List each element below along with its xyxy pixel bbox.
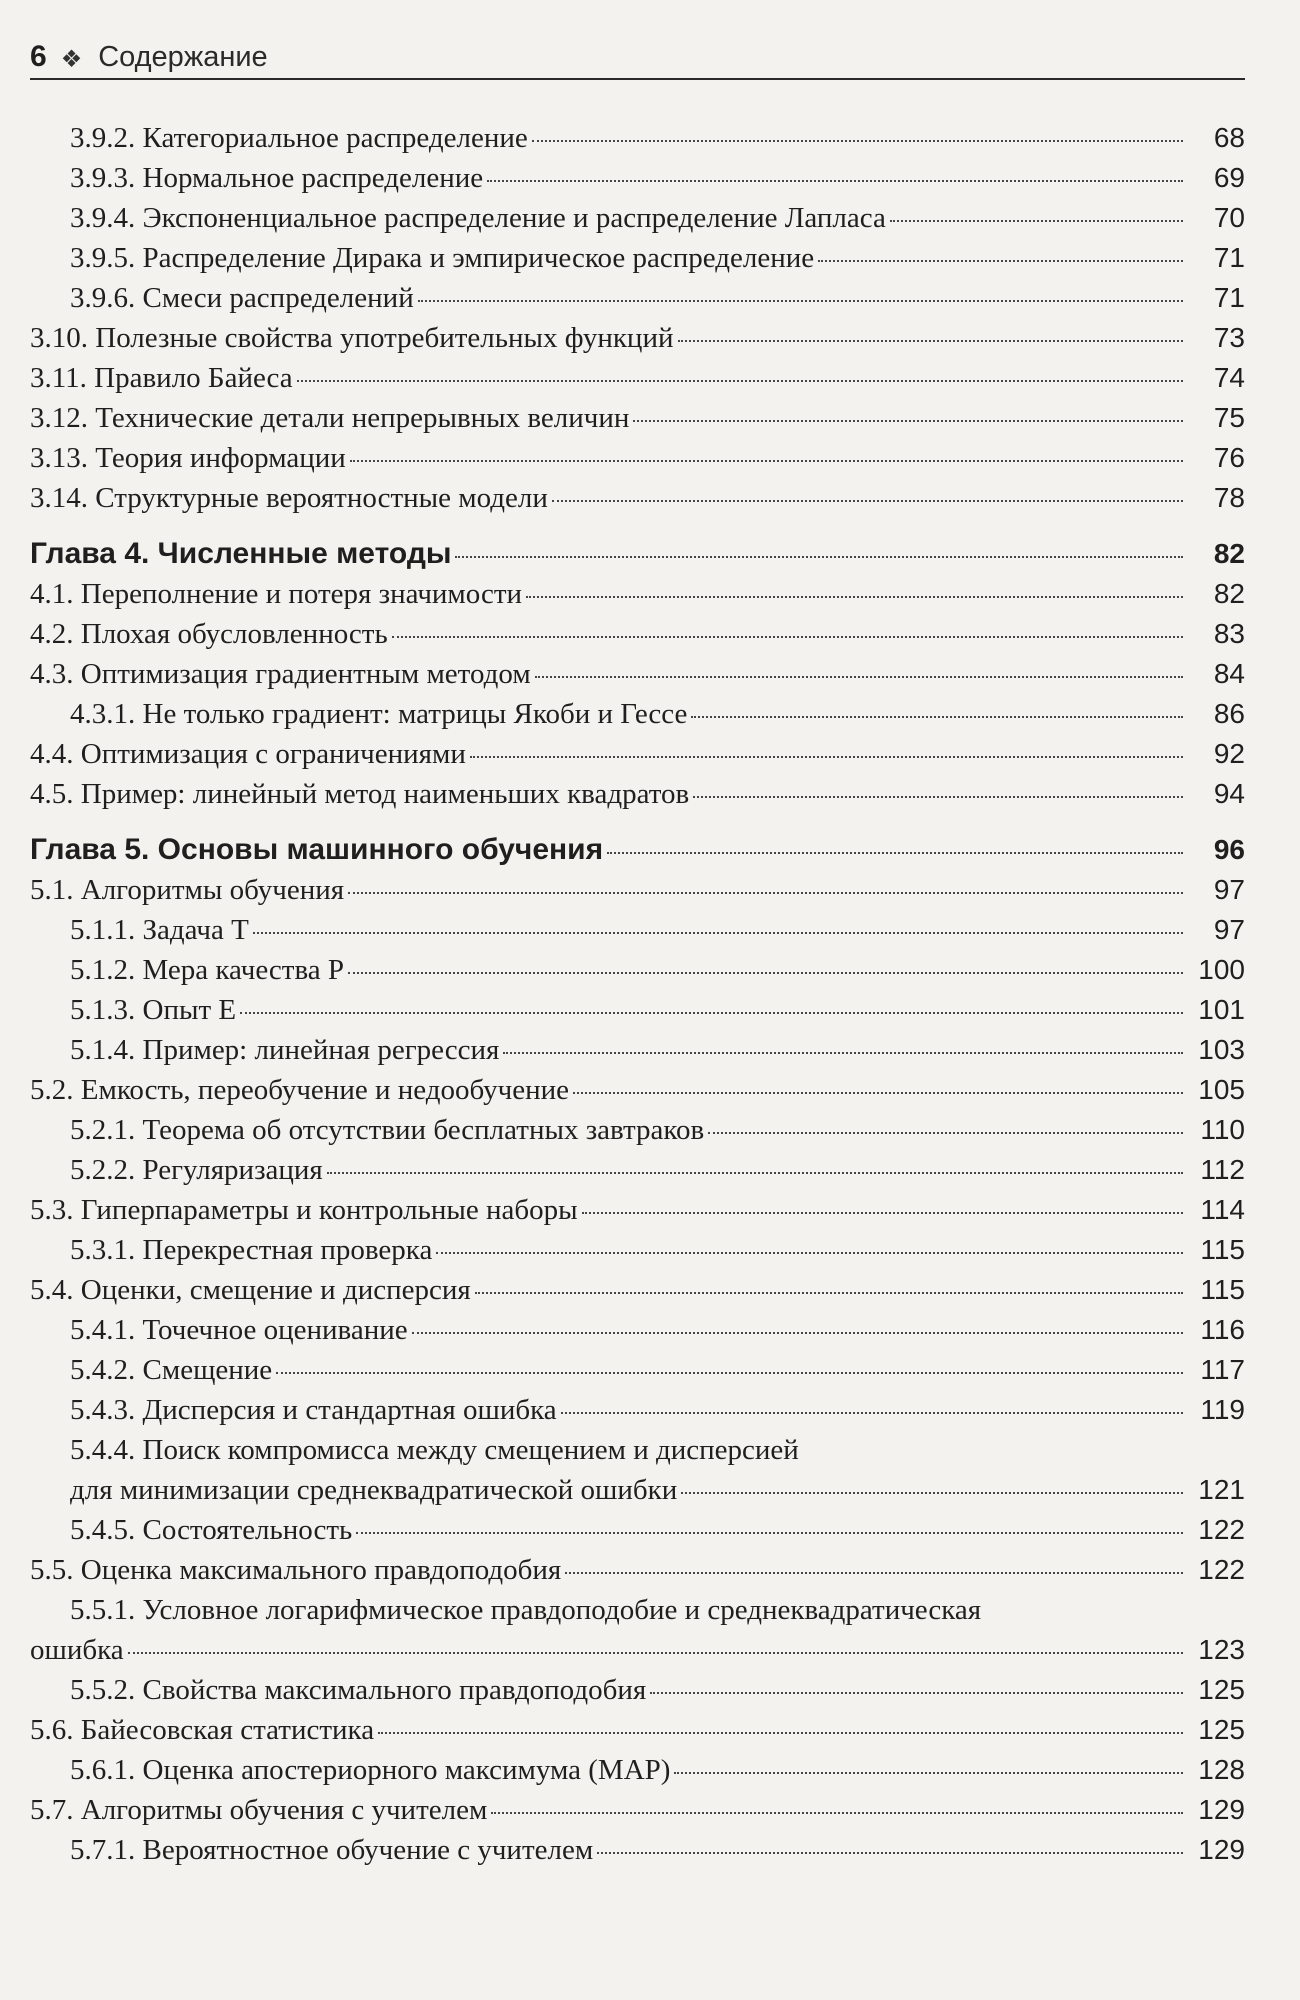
table-of-contents	[30, 118, 1245, 1870]
toc-page-number: 96	[1213, 834, 1245, 865]
toc-chapter	[30, 830, 1245, 870]
toc-entry	[30, 1550, 1245, 1590]
toc-entry	[30, 278, 1245, 318]
dot-leader	[633, 420, 1183, 422]
toc-entry	[30, 438, 1245, 478]
toc-page-number: 69	[1213, 162, 1245, 193]
toc-page-number: 115	[1200, 1234, 1245, 1265]
toc-page-number: 129	[1198, 1794, 1245, 1825]
toc-page-number: 73	[1213, 322, 1245, 353]
toc-entry-title: ошибка	[30, 1634, 124, 1666]
toc-entry	[30, 614, 1245, 654]
toc-entry-title: 5.6.1. Оценка апостериорного максимума (MAP)	[70, 1754, 671, 1786]
dot-leader	[693, 796, 1183, 798]
toc-entry	[30, 1790, 1245, 1830]
toc-entry-title: 5.7. Алгоритмы обучения с учителем	[30, 1794, 488, 1826]
toc-chapter	[30, 534, 1245, 574]
dot-leader	[607, 852, 1183, 854]
toc-entry	[30, 1230, 1245, 1270]
toc-page-number: 86	[1213, 698, 1245, 729]
toc-page-number: 103	[1198, 1034, 1245, 1065]
dot-leader	[455, 556, 1183, 558]
toc-entry	[30, 1070, 1245, 1110]
toc-entry-title: 3.12. Технические детали непрерывных величин	[30, 402, 630, 434]
dot-leader	[573, 1092, 1183, 1094]
dot-leader	[240, 1012, 1183, 1014]
dot-leader	[503, 1052, 1183, 1054]
toc-page-number: 76	[1213, 442, 1245, 473]
toc-entry-title: 3.11. Правило Байеса	[30, 362, 293, 394]
toc-page-number: 125	[1198, 1714, 1245, 1745]
toc-entry-title: 3.9.6. Смеси распределений	[70, 282, 414, 314]
toc-page-number: 116	[1200, 1314, 1245, 1345]
dot-leader	[582, 1212, 1183, 1214]
dot-leader	[348, 972, 1183, 974]
dot-leader	[356, 1532, 1183, 1534]
toc-entry	[30, 990, 1245, 1030]
toc-page-number: 115	[1200, 1274, 1245, 1305]
toc-entry	[30, 1110, 1245, 1150]
toc-page-number: 114	[1200, 1194, 1245, 1225]
dot-leader	[378, 1732, 1183, 1734]
toc-entry	[30, 238, 1245, 278]
dot-leader	[297, 380, 1183, 382]
toc-page-number: 82	[1213, 578, 1245, 609]
toc-entry-title: 4.5. Пример: линейный метод наименьших квадратов	[30, 778, 690, 810]
toc-entry	[30, 198, 1245, 238]
toc-entry	[30, 118, 1245, 158]
dot-leader	[535, 676, 1183, 678]
toc-page-number: 82	[1213, 538, 1245, 569]
toc-entry-title: 5.1.2. Мера качества P	[70, 954, 345, 986]
toc-entry-title: 5.2. Емкость, переобучение и недообучение	[30, 1074, 570, 1106]
toc-page-number: 123	[1198, 1634, 1245, 1665]
dot-leader	[552, 500, 1183, 502]
toc-entry-title: 5.1.4. Пример: линейная регрессия	[70, 1034, 500, 1066]
toc-page-number: 83	[1213, 618, 1245, 649]
toc-entry-title: 4.3.1. Не только градиент: матрицы Якоби и Гессе	[70, 698, 688, 730]
toc-entry-title: 5.2.2. Регуляризация	[70, 1154, 323, 1186]
dot-leader	[412, 1332, 1183, 1334]
toc-entry-title: 4.2. Плохая обусловленность	[30, 618, 388, 650]
dot-leader	[487, 180, 1183, 182]
toc-entry-title: 3.13. Теория информации	[30, 442, 346, 474]
toc-entry-title: 5.4.3. Дисперсия и стандартная ошибка	[70, 1394, 557, 1426]
diamond-bullet-icon: ❖	[60, 46, 83, 73]
toc-page-number: 105	[1198, 1074, 1245, 1105]
toc-entry-title: 5.7.1. Вероятностное обучение с учителем	[70, 1834, 594, 1866]
toc-entry-title: 5.4.5. Состоятельность	[70, 1514, 353, 1546]
toc-entry-title: 3.10. Полезные свойства употребительных функций	[30, 322, 674, 354]
dot-leader	[128, 1652, 1183, 1654]
toc-page-number: 92	[1213, 738, 1245, 769]
toc-entry-title: 3.14. Структурные вероятностные модели	[30, 482, 548, 514]
toc-entry-title: 5.1.1. Задача T	[70, 914, 249, 946]
toc-entry	[30, 1830, 1245, 1870]
toc-entry	[30, 654, 1245, 694]
toc-page-number: 74	[1213, 362, 1245, 393]
toc-entry-title-line: 5.5.1. Условное логарифмическое правдоподобие и среднеквадратическая	[70, 1594, 982, 1626]
toc-entry	[30, 1670, 1245, 1710]
toc-entry-title: 5.3. Гиперпараметры и контрольные наборы	[30, 1194, 578, 1226]
toc-entry-title: 3.9.3. Нормальное распределение	[70, 162, 484, 194]
dot-leader	[532, 140, 1183, 142]
toc-entry	[30, 950, 1245, 990]
toc-page-number: 97	[1213, 874, 1245, 905]
toc-entry-title: 5.1. Алгоритмы обучения	[30, 874, 345, 906]
toc-entry-title: Глава 4. Численные методы	[30, 537, 452, 570]
toc-page-number: 100	[1198, 954, 1245, 985]
toc-entry	[30, 1030, 1245, 1070]
toc-page-number: 119	[1200, 1394, 1245, 1425]
toc-entry	[30, 1750, 1245, 1790]
toc-entry	[30, 1150, 1245, 1190]
toc-entry	[30, 870, 1245, 910]
toc-entry-title: 5.2.1. Теорема об отсутствии бесплатных завтраков	[70, 1114, 705, 1146]
toc-page-number: 129	[1198, 1834, 1245, 1865]
page-number: 6	[30, 40, 47, 73]
toc-entry	[30, 1630, 1245, 1670]
dot-leader	[708, 1132, 1183, 1134]
toc-page-number: 117	[1200, 1354, 1245, 1385]
toc-entry	[30, 478, 1245, 518]
dot-leader	[436, 1252, 1183, 1254]
dot-leader	[475, 1292, 1183, 1294]
toc-entry	[30, 574, 1245, 614]
toc-entry-title: 5.5.2. Свойства максимального правдоподобия	[70, 1674, 647, 1706]
toc-page-number: 121	[1198, 1474, 1245, 1505]
dot-leader	[350, 460, 1183, 462]
dot-leader	[470, 756, 1183, 758]
dot-leader	[691, 716, 1183, 718]
dot-leader	[348, 892, 1183, 894]
toc-entry-title: 3.9.2. Категориальное распределение	[70, 122, 528, 154]
dot-leader	[818, 260, 1183, 262]
dot-leader	[678, 340, 1184, 342]
dot-leader	[890, 220, 1183, 222]
dot-leader	[418, 300, 1183, 302]
dot-leader	[526, 596, 1183, 598]
toc-page-number: 70	[1213, 202, 1245, 233]
dot-leader	[327, 1172, 1183, 1174]
page-header	[30, 36, 1245, 80]
toc-entry	[30, 1510, 1245, 1550]
dot-leader	[561, 1412, 1183, 1414]
toc-page-number: 125	[1198, 1674, 1245, 1705]
toc-page-number: 101	[1198, 994, 1245, 1025]
toc-entry	[30, 910, 1245, 950]
toc-page-number: 71	[1213, 242, 1245, 273]
toc-page-number: 78	[1213, 482, 1245, 513]
toc-entry-title: 5.3.1. Перекрестная проверка	[70, 1234, 433, 1266]
toc-entry-title: 5.4. Оценки, смещение и дисперсия	[30, 1274, 471, 1306]
toc-page-number: 112	[1200, 1154, 1245, 1185]
toc-entry	[30, 398, 1245, 438]
toc-entry	[30, 1350, 1245, 1390]
toc-page-number: 75	[1213, 402, 1245, 433]
toc-entry-title: 3.9.5. Распределение Дирака и эмпирическое распределение	[70, 242, 815, 274]
toc-entry	[30, 734, 1245, 774]
toc-entry	[30, 774, 1245, 814]
toc-entry-title: 5.1.3. Опыт E	[70, 994, 237, 1026]
toc-entry-title: 4.1. Переполнение и потеря значимости	[30, 578, 523, 610]
dot-leader	[253, 932, 1183, 934]
toc-entry-title: 5.4.2. Смещение	[70, 1354, 273, 1386]
toc-entry	[30, 1190, 1245, 1230]
toc-entry	[30, 694, 1245, 734]
toc-page-number: 68	[1213, 122, 1245, 153]
toc-entry	[30, 1710, 1245, 1750]
toc-entry-title: 4.4. Оптимизация с ограничениями	[30, 738, 466, 770]
toc-entry	[30, 1470, 1245, 1510]
toc-page-number: 71	[1213, 282, 1245, 313]
dot-leader	[491, 1812, 1183, 1814]
toc-entry-title: 5.6. Байесовская статистика	[30, 1714, 375, 1746]
toc-entry-title-line: 5.4.4. Поиск компромисса между смещением и дисперсией	[70, 1434, 799, 1466]
dot-leader	[565, 1572, 1183, 1574]
toc-entry	[30, 358, 1245, 398]
toc-page-number: 128	[1198, 1754, 1245, 1785]
toc-entry-title: для минимизации среднеквадратической ошибки	[70, 1474, 678, 1506]
toc-entry-title: 5.4.1. Точечное оценивание	[70, 1314, 408, 1346]
toc-entry	[30, 1310, 1245, 1350]
dot-leader	[597, 1852, 1183, 1854]
toc-entry-title: 5.5. Оценка максимального правдоподобия	[30, 1554, 562, 1586]
toc-entry-title: 3.9.4. Экспоненциальное распределение и распределение Лапласа	[70, 202, 886, 234]
toc-page-number: 84	[1213, 658, 1245, 689]
toc-entry	[30, 318, 1245, 358]
toc-entry-title: 4.3. Оптимизация градиентным методом	[30, 658, 531, 690]
toc-page-number: 97	[1213, 914, 1245, 945]
toc-page-number: 122	[1198, 1514, 1245, 1545]
dot-leader	[681, 1492, 1183, 1494]
dot-leader	[392, 636, 1183, 638]
dot-leader	[674, 1772, 1183, 1774]
toc-entry-title: Глава 5. Основы машинного обучения	[30, 833, 604, 866]
toc-page-number: 122	[1198, 1554, 1245, 1585]
toc-entry	[30, 158, 1245, 198]
toc-page-number: 94	[1213, 778, 1245, 809]
toc-page-number: 110	[1200, 1114, 1245, 1145]
toc-entry	[30, 1390, 1245, 1430]
dot-leader	[276, 1372, 1183, 1374]
dot-leader	[650, 1692, 1183, 1694]
toc-entry	[30, 1270, 1245, 1310]
section-title: Содержание	[98, 41, 268, 73]
